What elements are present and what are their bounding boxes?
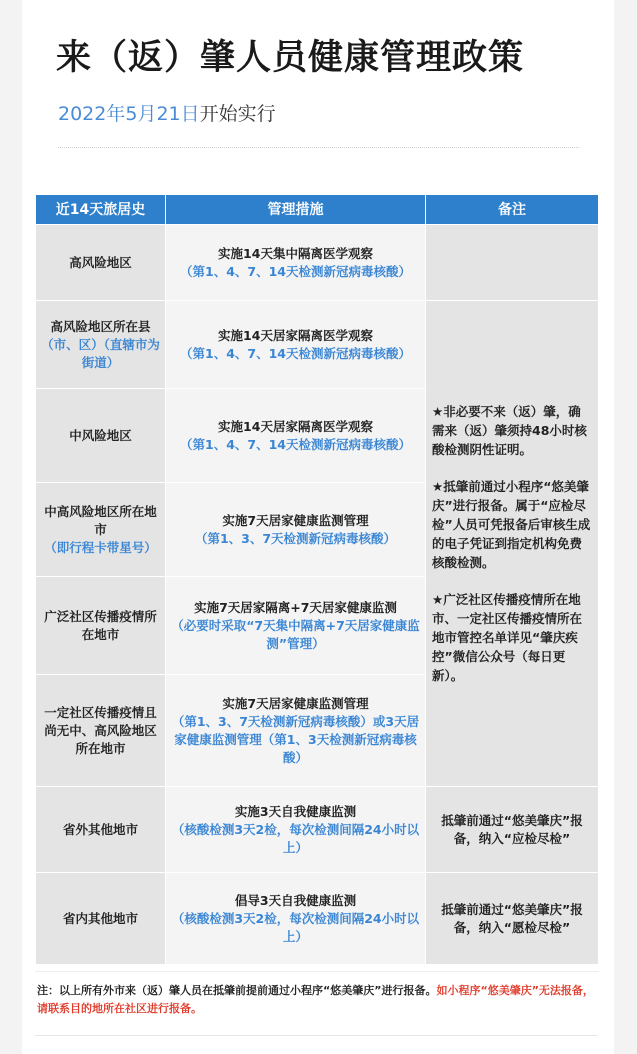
footnote-warning: 如小程序“悠美肇庆”无法报备，请联系目的地所在社区进行报备。 [37,984,594,1015]
footnote-text: 注：以上所有外市来（返）肇人员在抵肇前提前通过小程序“悠美肇庆”进行报备。 [37,984,437,997]
column-header-measures: 管理措施 [166,195,426,225]
measure-title: 实施14天居家隔离医学观察 [218,418,373,434]
measure-detail: （第1、3、7天检测新冠病毒核酸） [194,530,397,546]
remark-paragraph: ★抵肇前通过小程序“悠美肇庆”进行报备。属于“应检尽检”人员可凭报备后审核生成的电子凭证到指定机构免费核酸检测。 [432,479,591,570]
measure-title: 实施14天集中隔离医学观察 [218,245,373,261]
measure-cell [166,675,426,787]
area-name: 一定社区传播疫情且尚无中、高风险地区所在地市 [44,704,157,756]
area-name: 中高风险地区所在地市 [44,503,157,537]
area-name: 广泛社区传播疫情所在地市 [44,608,157,642]
remark-text: 抵肇前通过“悠美肇庆”报备，纳入“应检尽检” [441,812,583,846]
measure-cell [166,483,426,577]
table-row [36,225,599,301]
area-cell [36,577,166,675]
remark-text: 抵肇前通过“悠美肇庆”报备，纳入“愿检尽检” [441,901,583,935]
measure-detail: （第1、4、7、14天检测新冠病毒核酸） [180,345,411,361]
measure-title: 实施7天居家隔离+7天居家健康监测 [194,599,397,615]
area-cell [36,675,166,787]
measure-cell [166,225,426,301]
measure-title: 倡导3天自我健康监测 [234,892,357,908]
remark-cell [426,787,599,873]
area-cell [36,225,166,301]
remark-paragraph: ★非必要不来（返）肇，确需来（返）肇须持48小时核酸检测阴性证明。 [432,404,587,457]
measure-detail: （核酸检测3天2检，每次检测间隔24小时以上） [171,910,420,944]
bottom-divider [35,1035,598,1036]
area-cell [36,873,166,965]
table-row [36,873,599,965]
effective-date-value: 2022年5月21日 [58,103,200,125]
measure-title: 实施3天自我健康监测 [234,803,357,819]
measure-cell [166,301,426,389]
area-cell [36,301,166,389]
remark-paragraph: ★广泛社区传播疫情所在地市、一定社区传播疫情所在地市管控名单详见“肇庆疾控”微信公众号（每日更新）。 [432,592,583,683]
measure-detail: （第1、4、7、14天检测新冠病毒核酸） [180,436,411,452]
measure-cell [166,873,426,965]
table-row [36,301,599,389]
measure-cell [166,389,426,483]
area-name: 中风险地区 [69,427,132,443]
area-cell [36,787,166,873]
table-header-row [36,195,599,225]
table-row [36,787,599,873]
measure-detail: （核酸检测3天2检，每次检测间隔24小时以上） [171,821,420,855]
merged-remark-cell [426,301,599,787]
measure-cell [166,577,426,675]
measure-title: 实施14天居家隔离医学观察 [218,327,373,343]
measure-detail: （必要时采取“7天集中隔离+7天居家健康监测”管理） [171,617,420,651]
effective-date [58,99,276,126]
policy-table [35,194,599,965]
page-title: 来（返）肇人员健康管理政策 [56,38,525,78]
footnote [35,971,599,1030]
measure-detail: （第1、3、7天检测新冠病毒核酸）或3天居家健康监测管理（第1、3天检测新冠病毒核酸） [171,713,420,765]
area-name: 省外其他地市 [62,821,138,837]
area-name: 省内其他地市 [62,910,138,926]
area-cell [36,483,166,577]
column-header-travel-history: 近14天旅居史 [36,195,166,225]
area-cell [36,389,166,483]
area-name: 高风险地区所在县 [50,318,151,334]
remark-cell-empty [426,225,599,301]
area-name: 高风险地区 [69,254,132,270]
remark-cell [426,873,599,965]
measure-detail: （第1、4、7、14天检测新冠病毒核酸） [180,263,411,279]
measure-title: 实施7天居家健康监测管理 [222,695,369,711]
area-note: （即行程卡带星号） [44,539,157,555]
measure-title: 实施7天居家健康监测管理 [222,512,369,528]
measure-cell [166,787,426,873]
column-header-remarks: 备注 [426,195,599,225]
title-divider [58,147,579,148]
area-note: （市、区）（直辖市为街道） [41,336,160,370]
effective-date-suffix: 开始实行 [199,103,276,125]
